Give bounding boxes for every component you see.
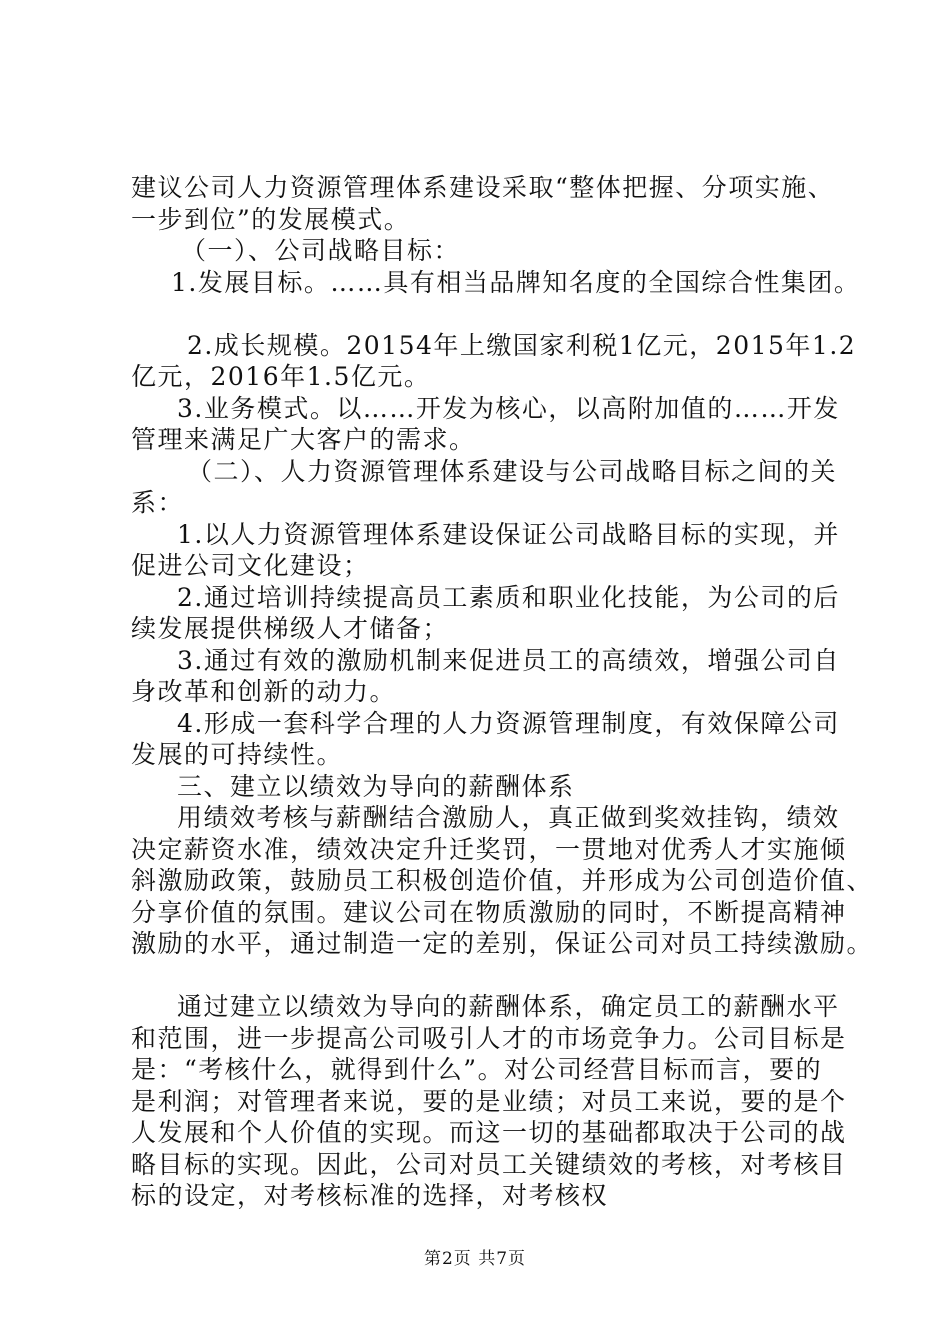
text-line: 通过建立以绩效为导向的薪酬体系，确定员工的薪酬水平 xyxy=(177,992,840,1021)
text-line: 是利润；对管理者来说，要的是业绩；对员工来说，要的是个 xyxy=(131,1086,847,1116)
text-line: 三、建立以绩效为导向的薪酬体系 xyxy=(177,771,575,801)
text-line: 身改革和创新的动力。 xyxy=(131,677,397,706)
text-line: 是：“考核什么，就得到什么”。对公司经营目标而言，要的 xyxy=(131,1055,823,1084)
text-line: 亿元，2016年1.5亿元。 xyxy=(131,362,431,391)
blank-line xyxy=(131,960,851,992)
text-line: 管理来满足广大客户的需求。 xyxy=(131,425,476,454)
text-line: 和范围，进一步提高公司吸引人才的市场竞争力。公司目标是 xyxy=(131,1023,847,1053)
text-line: 标的设定，对考核标准的选择，对考核权 xyxy=(131,1181,609,1210)
text-line: 1.以人力资源管理体系建设保证公司战略目标的实现，并 xyxy=(177,519,840,549)
text-line: 斜激励政策，鼓励员工积极创造价值，并形成为公司创造价值、 xyxy=(131,866,874,895)
text-line: 分享价值的氛围。建议公司在物质激励的同时，不断提高精神 xyxy=(131,897,847,927)
text-line: 发展的可持续性。 xyxy=(131,740,344,769)
text-line: 人发展和个人价值的实现。而这一切的基础都取决于公司的战 xyxy=(131,1118,847,1147)
text-line: 激励的水平，通过制造一定的差别，保证公司对员工持续激励。 xyxy=(131,929,874,958)
text-line: 促进公司文化建设； xyxy=(131,551,370,580)
text-line: （二）、人力资源管理体系建设与公司战略目标之间的关 xyxy=(187,456,838,486)
text-line: 2.通过培训持续提高员工素质和职业化技能，为公司的后 xyxy=(177,582,840,612)
text-line: 一步到位”的发展模式。 xyxy=(131,204,411,234)
text-line: 决定薪资水准，绩效决定升迁奖罚，一贯地对优秀人才实施倾 xyxy=(131,834,847,864)
blank-line xyxy=(131,298,851,330)
text-line: 1.发展目标。……具有相当品牌知名度的全国综合性集团。 xyxy=(171,267,861,297)
text-line: 续发展提供梯级人才储备； xyxy=(131,614,450,643)
text-line: 4.形成一套科学合理的人力资源管理制度，有效保障公司 xyxy=(177,708,840,738)
page-footer: 第2页 共7页 xyxy=(423,1249,527,1269)
text-line: （一）、公司战略目标： xyxy=(181,236,461,265)
text-line: 系： xyxy=(131,488,185,517)
text-line: 3.业务模式。以……开发为核心，以高附加值的……开发 xyxy=(177,393,840,423)
text-line: 略目标的实现。因此，公司对员工关键绩效的考核，对考核目 xyxy=(131,1149,847,1179)
text-line: 2.成长规模。20154年上缴国家利税1亿元，2015年1.2 xyxy=(187,330,857,360)
text-line: 用绩效考核与薪酬结合激励人，真正做到奖效挂钩，绩效 xyxy=(177,803,840,832)
document-body xyxy=(131,172,874,1212)
text-line: 建议公司人力资源管理体系建设采取“整体把握、分项实施、 xyxy=(131,173,835,202)
text-line: 3.通过有效的激励机制来促进员工的高绩效，增强公司自 xyxy=(177,645,840,675)
